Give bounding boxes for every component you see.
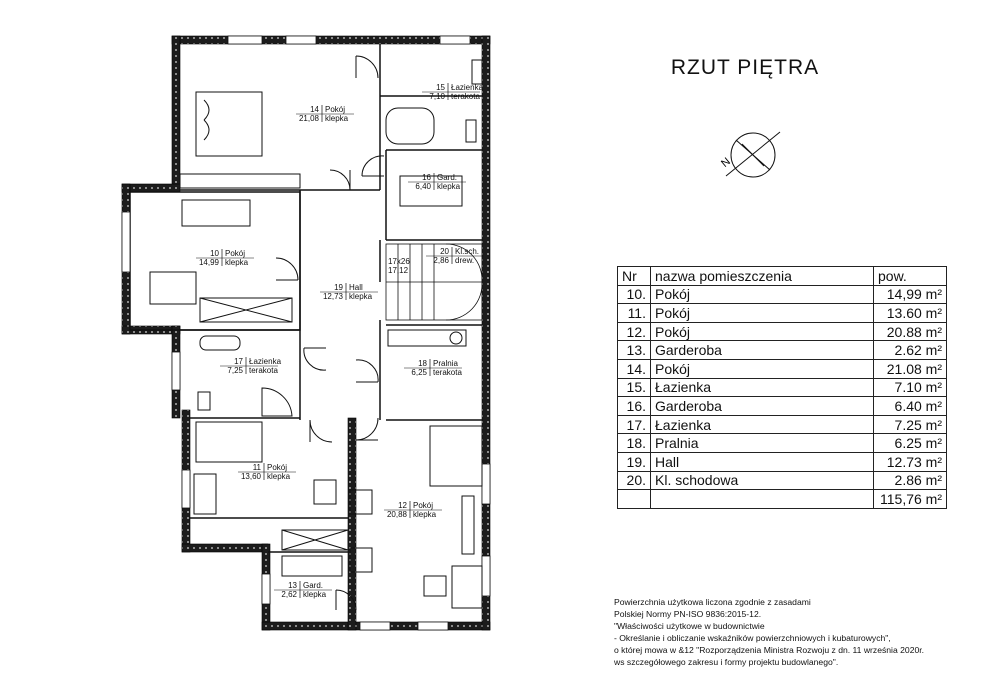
table-row — [618, 452, 947, 471]
empty-cell — [651, 490, 874, 509]
stair-label: 17x26 17,12 — [388, 257, 410, 275]
door-swings — [276, 56, 384, 610]
total-area: 115,76 m² — [874, 490, 947, 509]
sink-room17 — [200, 336, 240, 350]
room-name: Gard. — [437, 173, 458, 182]
room-num: 18 — [418, 359, 427, 368]
table-row — [618, 397, 947, 416]
room-label-10 — [196, 249, 254, 267]
room-area: 13,60 — [240, 472, 261, 481]
cell-nr: 12. — [618, 322, 651, 341]
cell-area: 20.88 m² — [874, 322, 947, 341]
cell-name: Pralnia — [651, 434, 874, 453]
room-num: 20 — [440, 247, 449, 256]
cell-nr: 16. — [618, 397, 651, 416]
cell-area: 14,99 m² — [874, 285, 947, 304]
cell-name: Garderoba — [651, 341, 874, 360]
table-row — [618, 341, 947, 360]
north-arrow-icon — [718, 120, 788, 190]
cell-area: 12.73 m² — [874, 452, 947, 471]
room-num: 11 — [252, 463, 261, 472]
cell-nr: 17. — [618, 415, 651, 434]
room-finish: terakota — [433, 368, 462, 377]
note-line: ws szczegółowego zakresu i formy projektu budowlanego". — [614, 657, 839, 668]
cell-nr: 10. — [618, 285, 651, 304]
desk-room10 — [150, 272, 196, 304]
chair — [314, 480, 336, 504]
cell-name: Garderoba — [651, 397, 874, 416]
room-area: 21,08 — [298, 114, 319, 123]
room-name: Pokój — [325, 105, 346, 114]
room-num: 12 — [398, 501, 407, 510]
room-finish: klepka — [225, 258, 249, 267]
sink-room15 — [472, 60, 482, 84]
room-finish: klepka — [267, 472, 291, 481]
cell-name: Pokój — [651, 322, 874, 341]
room-name: Łazienka — [249, 357, 282, 366]
cell-nr: 15. — [618, 378, 651, 397]
room-name: Pokój — [413, 501, 434, 510]
header-name: nazwa pomieszczenia — [651, 267, 874, 286]
outer-walls — [122, 36, 490, 630]
cell-area: 13.60 m² — [874, 304, 947, 323]
desk-room12 — [452, 566, 482, 608]
room-finish: klepka — [325, 114, 349, 123]
room-name: Łazienka — [451, 83, 484, 92]
room-name: Pokój — [225, 249, 246, 258]
cell-name: Hall — [651, 452, 874, 471]
table-row — [618, 378, 947, 397]
desk-room11 — [194, 474, 216, 514]
room-num: 13 — [288, 581, 297, 590]
room-finish: klepka — [349, 292, 373, 301]
room-finish: terakota — [249, 366, 278, 375]
cell-area: 2.86 m² — [874, 471, 947, 490]
header-nr: Nr — [618, 267, 651, 286]
table-row — [618, 304, 947, 323]
room-area: 2,86 — [433, 256, 449, 265]
room-label-11 — [238, 463, 296, 481]
furniture — [150, 60, 482, 608]
room-label-20 — [426, 247, 484, 265]
area-table — [617, 266, 947, 509]
table-row — [618, 322, 947, 341]
cell-area: 7.10 m² — [874, 378, 947, 397]
table-row — [618, 434, 947, 453]
header-area: pow. — [874, 267, 947, 286]
room-area: 6,25 — [411, 368, 427, 377]
room-area: 2,62 — [281, 590, 297, 599]
cell-nr: 11. — [618, 304, 651, 323]
room-num: 19 — [334, 283, 343, 292]
room-num: 16 — [422, 173, 431, 182]
room-finish: klepka — [303, 590, 327, 599]
cell-nr: 14. — [618, 359, 651, 378]
table-row — [618, 471, 947, 490]
compass-letter: N — [719, 155, 733, 170]
table-row — [618, 359, 947, 378]
room-area: 7,25 — [227, 366, 243, 375]
sofa — [182, 200, 250, 226]
bathtub — [386, 108, 434, 144]
room-label-17 — [220, 357, 282, 375]
toilet-room17 — [198, 392, 210, 410]
cell-area: 6.40 m² — [874, 397, 947, 416]
table-total-row — [618, 490, 947, 509]
cell-name: Pokój — [651, 285, 874, 304]
room-name: Gard. — [303, 581, 324, 590]
room-area: 6,40 — [415, 182, 431, 191]
room-finish: klepka — [413, 510, 437, 519]
room-finish: klepka — [437, 182, 461, 191]
cell-area: 7.25 m² — [874, 415, 947, 434]
cell-area: 2.62 m² — [874, 341, 947, 360]
shower — [262, 388, 292, 416]
table-row — [618, 285, 947, 304]
room-finish: terakota — [451, 92, 480, 101]
room-label-13 — [274, 581, 332, 599]
bed-room11 — [196, 422, 262, 462]
note-line: o której mowa w &12 "Rozporządzenia Ministra Rozwoju z dn. 11 września 2020r. — [614, 645, 925, 656]
cell-nr: 13. — [618, 341, 651, 360]
room-num: 10 — [210, 249, 219, 258]
cell-area: 6.25 m² — [874, 434, 947, 453]
table-row — [618, 415, 947, 434]
room-name: Kl.sch. — [455, 247, 480, 256]
cell-name: Pokój — [651, 359, 874, 378]
plan-title: RZUT PIĘTRA — [670, 56, 820, 79]
room-area: 14,99 — [198, 258, 219, 267]
room-num: 14 — [310, 105, 319, 114]
cell-name: Kl. schodowa — [651, 471, 874, 490]
room-labels — [196, 83, 484, 599]
room-label-15 — [422, 83, 484, 101]
room-area: 12,73 — [322, 292, 343, 301]
room-label-18 — [404, 359, 462, 377]
note-line: "Właściwości użytkowe w budownictwie — [614, 621, 765, 632]
cell-name: Pokój — [651, 304, 874, 323]
note-line: - Określanie i obliczanie wskaźników powierzchniowych i kubaturowych", — [614, 633, 891, 644]
room-area: 20,88 — [386, 510, 407, 519]
room-name: Hall — [349, 283, 363, 292]
note-line: Polskiej Normy PN-ISO 9836:2015-12. — [614, 609, 762, 620]
table-header-row — [618, 267, 947, 286]
room-label-14 — [296, 105, 354, 123]
room-label-19 — [320, 283, 378, 301]
room-num: 15 — [436, 83, 445, 92]
room-label-12 — [384, 501, 442, 519]
cell-nr: 18. — [618, 434, 651, 453]
bed-room12 — [430, 426, 482, 486]
empty-cell — [618, 490, 651, 509]
cell-name: Łazienka — [651, 415, 874, 434]
cell-area: 21.08 m² — [874, 359, 947, 378]
cell-nr: 19. — [618, 452, 651, 471]
note-line: Powierzchnia użytkowa liczona zgodnie z zasadami — [614, 597, 811, 607]
area-note — [614, 596, 924, 669]
cell-nr: 20. — [618, 471, 651, 490]
room-finish: drew. — [455, 256, 475, 265]
room-name: Pokój — [267, 463, 288, 472]
cell-name: Łazienka — [651, 378, 874, 397]
room-num: 17 — [234, 357, 243, 366]
room-area: 7,10 — [429, 92, 445, 101]
room-name: Pralnia — [433, 359, 458, 368]
toilet-room15 — [466, 120, 476, 142]
